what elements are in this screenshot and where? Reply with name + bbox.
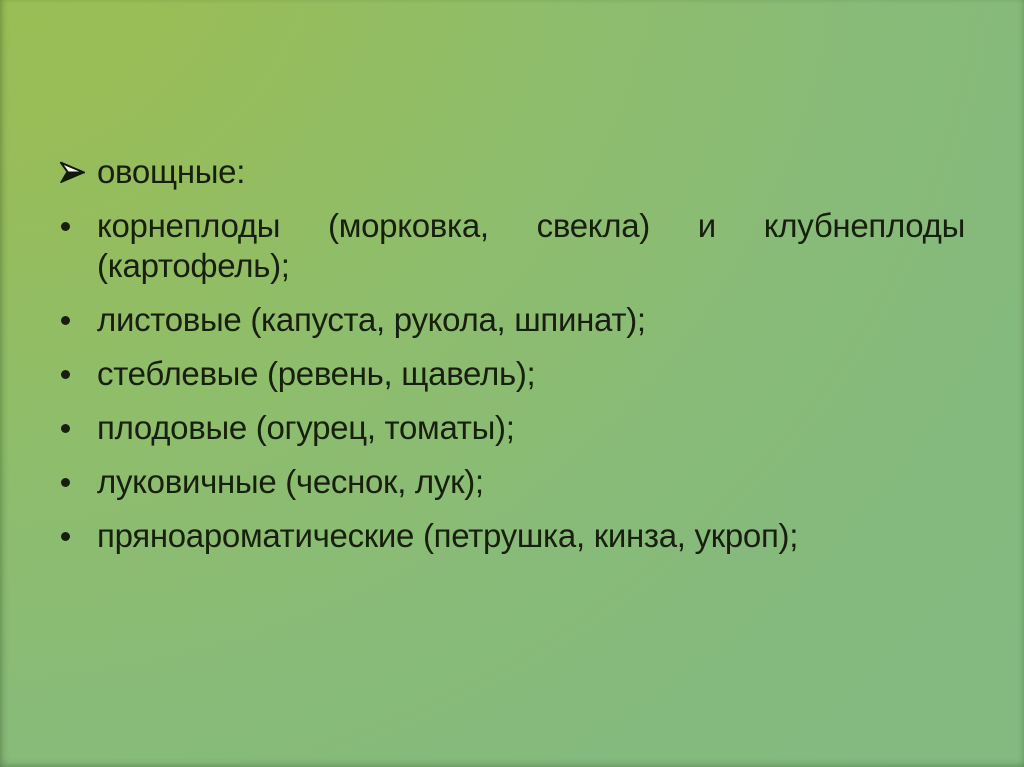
- list-item-label: листовые (капуста, рукола, шпинат);: [97, 301, 646, 338]
- list-item-label: плодовые (огурец, томаты);: [97, 409, 515, 446]
- list-item: [58, 354, 965, 394]
- list-item: [58, 408, 965, 448]
- list-item-label: стеблевые (ревень, щавель);: [97, 355, 536, 392]
- bullet-dot-icon: [61, 222, 70, 231]
- list-item: [58, 206, 965, 286]
- bullet-dot-icon: [61, 532, 70, 541]
- bullet-dot-icon: [61, 424, 70, 433]
- bullet-dot-icon: [61, 316, 70, 325]
- list-item: [58, 462, 965, 502]
- bullet-dot-icon: [61, 478, 70, 487]
- bullet-list: [58, 152, 965, 570]
- list-item-label-line2: (картофель);: [97, 247, 290, 284]
- list-item-heading: [58, 152, 965, 192]
- list-item-label: луковичные (чеснок, лук);: [97, 463, 484, 500]
- bullet-dot-icon: [61, 370, 70, 379]
- list-item-label: овощные:: [97, 153, 246, 190]
- list-item: [58, 516, 965, 556]
- list-item-label-line1: корнеплоды (морковка, свекла) и клубнеплоды: [97, 207, 965, 244]
- list-item: [58, 300, 965, 340]
- list-item-label: пряноароматические (петрушка, кинза, укроп);: [97, 517, 799, 554]
- arrow-bullet-icon: [58, 160, 87, 185]
